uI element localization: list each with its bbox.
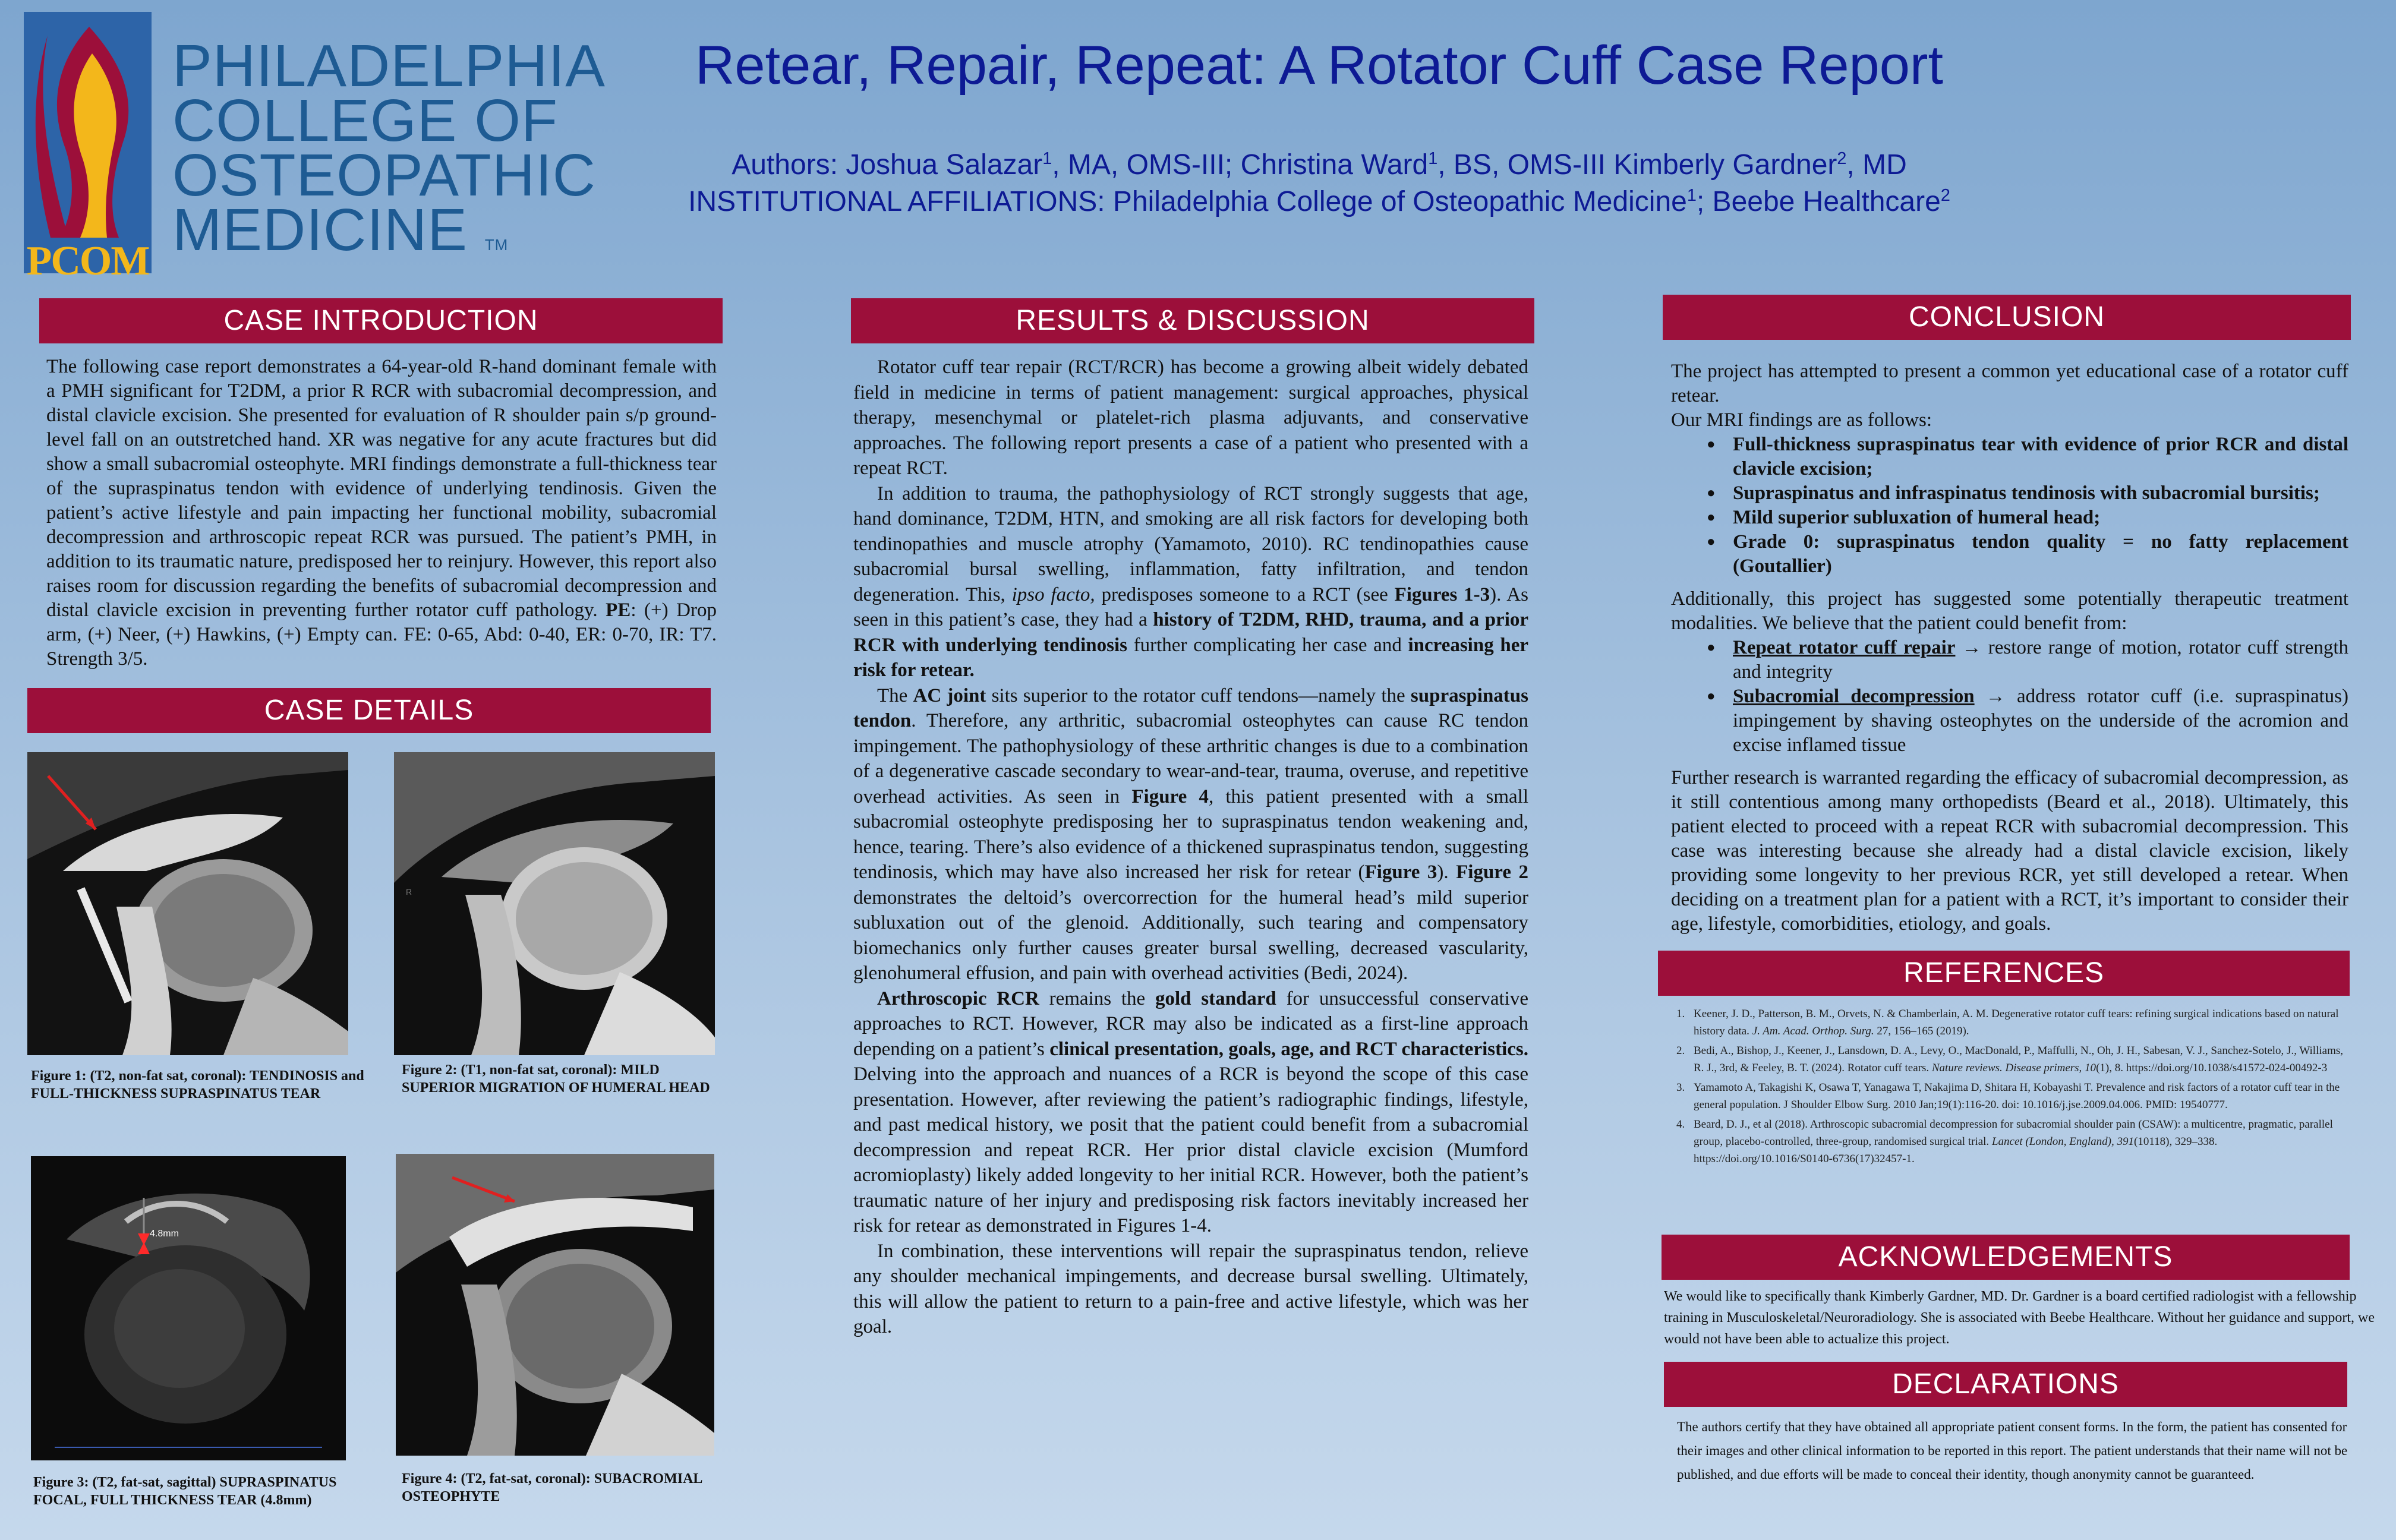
measurement-label: 4.8mm — [150, 1229, 179, 1239]
conclusion-paragraph: Additionally, this project has suggested some potentially therapeutic treatment modalities. We believe that the patient could benefit from: — [1671, 588, 2348, 634]
acknowledgements-banner: ACKNOWLEDGEMENTS — [1662, 1235, 2350, 1280]
declarations-banner: DECLARATIONS — [1664, 1362, 2347, 1407]
acknowledgements-text: We would like to specifically thank Kimberly Gardner, MD. Dr. Gardner is a board certified radiologist with a fellowship training in Musculoskeletal/Neuroradiology. She is associated with Beebe Healthcare. Without her guidance and support, we would not have been able to actualize this project. — [1664, 1289, 2375, 1347]
references-list — [1664, 1005, 2347, 1170]
conclusion-paragraph: Further research is warranted regarding the efficacy of subacromial decompression, as it still contentious among many orthopedists (Beard et al., 2018). Ultimately, this patient elected to proceed with a repeat RCR with subacromial decompression. This case was interesting because she already had a distal clavicle excision, likely providing some longevity to her previous RCR, yet still developed a retear. When deciding on a treatment plan for a patient with a RCT, it’s important to consider their age, lifestyle, comorbidities, etiology, and goals. — [1671, 767, 2348, 935]
results-discussion-banner: RESULTS & DISCUSSION — [851, 298, 1534, 343]
figure-4-mri — [396, 1154, 714, 1456]
list-item: ● Repeat rotator cuff repair → restore range of motion, rotator cuff strength and integrity — [1707, 636, 2348, 684]
logo-wordmark — [172, 33, 606, 272]
logo-pcom-text: PCOM — [26, 238, 149, 284]
case-introduction-text: The following case report demonstrates a 64-year-old R-hand dominant female with a PMH significant for T2DM, a prior R RCR with subacromial decompression, and distal clavicle excision. She presented for evaluation of R shoulder pain s/p ground-level fall on an outstretched hand. XR was negative for any acute fractures but did show a small subacromial osteophyte. MRI findings demonstrate a full-thickness tear of the supraspinatus tendon with evidence of underlying tendinosis. Given the patient’s active lifestyle and pain impacting her functional mobility, subacromial decompression and arthroscopic repeat RCR was pursued. The patient’s PMH, in addition to its traumatic nature, predisposed her to reinjury. However, this report also raises room for discussion regarding the benefits of subacromial decompression and distal clavicle excision in preventing further rotator cuff pathology. PE: (+) Drop arm, (+) Neer, (+) Hawkins, (+) Empty can. FE: 0-65, Abd: 0-40, ER: 0-70, IR: T7. Strength 3/5. — [46, 356, 717, 670]
list-item: ● Supraspinatus and infraspinatus tendinosis with subacromial bursitis; — [1707, 481, 2348, 506]
reference-item: 4. Beard, D. J., et al (2018). Arthroscopic subacromial decompression for subacromial shoulder pain (CSAW): a multicentre, pragmatic, parallel group, placebo-controlled, three-group, randomised surgical trial. Lancet (London, England), 391(10118), 329–338. https://doi.org/10.1016/S0140-6736(17)32457-1. — [1688, 1116, 2347, 1167]
results-paragraph: Arthroscopic RCR remains the gold standard for unsuccessful conservative approaches to RCT. However, RCR may also be indicated as a first-line approach depending on a patient’s clinical presentation, goals, age, and RCT characteristics. Delving into the approach and nuances of a RCR is beyond the scope of this case presentation. However, after reviewing the patient’s radiographic findings, lifestyle, and past medical history, we posit that the patient could benefit from a subacromial decompression and repeat RCR. Her prior distal clavicle excision (Mumford acromioplasty) likely added longevity to her initial RCR. However, both the patient’s traumatic nature of her injury and predisposing risk factors inevitably increased her risk for retear as demonstrated in Figures 1-4. — [853, 987, 1529, 1236]
flame-logo-icon — [24, 12, 152, 273]
results-paragraph: Rotator cuff tear repair (RCT/RCR) has become a growing albeit widely debated field in medicine in terms of patient management: surgical approaches, physical therapy, mesenchymal or platelet-rich plasma adjuvants, and conservative approaches. The following report presents a case of a patient who presented with a repeat RCT. — [853, 356, 1528, 479]
treatment-list — [1707, 636, 2348, 758]
results-paragraph: In addition to trauma, the pathophysiology of RCT strongly suggests that age, hand dominance, T2DM, HTN, and smoking are all risk factors for developing both tendinopathies and muscle atrophy (Yamamoto, 2010). RC tendinopathies cause subacromial bursal swelling, inflammation, fatty infiltration, and tendon degeneration. This, ipso facto, predisposes someone to a RCT (see Figures 1-3). As seen in this patient’s case, they had a history of T2DM, RHD, trauma, and a prior RCR with underlying tendinosis further complicating her case and increasing her risk for retear. — [853, 482, 1529, 681]
affiliations-line: INSTITUTIONAL AFFILIATIONS: Philadelphia College of Osteopathic Medicine$^1$; Beebe Healthcare$^2$ — [688, 186, 1950, 217]
figure-1-caption: Figure 1: (T2, non-fat sat, coronal): TENDINOSIS and FULL-THICKNESS SUPRASPINATUS TEAR — [31, 1068, 364, 1102]
declarations-text: The authors certify that they have obtained all appropriate patient consent forms. In the form, the patient has consented for their images and other clinical information to be reported in this report. The patient understands that their name will not be published, and due efforts will be made to conceal their identity, though anonymity cannot be guaranteed. — [1677, 1419, 2348, 1482]
pcom-logo — [24, 12, 606, 284]
figure-side-label: R — [406, 887, 412, 897]
list-item: ● Mild superior subluxation of humeral head; — [1707, 506, 2348, 530]
poster-title: Retear, Repair, Repeat: A Rotator Cuff Case Report — [695, 35, 1944, 96]
conclusion-banner: CONCLUSION — [1663, 295, 2351, 340]
reference-item: 2. Bedi, A., Bishop, J., Keener, J., Lansdown, D. A., Levy, O., MacDonald, P., Maffulli, N., Oh, J. H., Sabesan, V. J., Sanchez-Sotelo, J., Williams, R. J., 3rd, & Feeley, B. T. (2024). Rotator cuff tears. Nature reviews. Disease primers, 10(1), 8. https://doi.org/10.1038/s41572-024-00492-3 — [1688, 1042, 2347, 1077]
results-paragraph: The AC joint sits superior to the rotator cuff tendons—namely the supraspinatus tendon. Therefore, any arthritic, subacromial osteophytes can cause RC tendon impingement. The pathophysiology of these arthritic changes is due to a combination of a degenerative cascade secondary to wear-and-tear, trauma, overuse, and repetitive overhead activities. As seen in Figure 4, this patient presented with a small subacromial osteophyte predisposing her to supraspinatus tendon weakening and, hence, tearing. There’s also evidence of a thickened supraspinatus tendon, suggesting tendinosis, which may have also increased her risk for retear (Figure 3). Figure 2 demonstrates the deltoid’s overcorrection for the humeral head’s mild superior subluxation out of the glenoid. Additionally, such tearing and compensatory biomechanics only further causes greater bursal swelling, decreased vascularity, glenohumeral effusion, and pain with overhead activities (Bedi, 2024). — [853, 684, 1528, 984]
reference-item: 3. Yamamoto A, Takagishi K, Osawa T, Yanagawa T, Nakajima D, Shitara H, Kobayashi T. Prevalence and risk factors of a rotator cuff tear in the general population. J Shoulder Elbow Surg. 2010 Jan;19(1):116-20. doi: 10.1016/j.jse.2009.04.006. PMID: 19540777. — [1688, 1079, 2347, 1113]
figure-4-caption: Figure 4: (T2, fat-sat, coronal): SUBACROMIAL OSTEOPHYTE — [402, 1471, 702, 1504]
figure-2-mri — [394, 752, 715, 1055]
mri-findings-list — [1707, 433, 2348, 579]
logo-line: MEDICINE TM — [172, 197, 509, 263]
logo-line: OSTEOPATHIC — [172, 142, 596, 209]
references-banner: REFERENCES — [1658, 951, 2350, 996]
logo-line: PHILADELPHIA — [172, 33, 606, 99]
case-introduction-banner: CASE INTRODUCTION — [39, 298, 723, 343]
conclusion-paragraph: Our MRI findings are as follows: — [1671, 409, 1932, 431]
reference-item: 1. Keener, J. D., Patterson, B. M., Orvets, N. & Chamberlain, A. M. Degenerative rotator cuff tears: refining surgical indications based on natural history data. J. Am. Acad. Orthop. Surg. 27, 156–165 (2019). — [1688, 1005, 2347, 1040]
figure-1-mri — [27, 752, 348, 1055]
logo-line: COLLEGE OF — [172, 87, 559, 154]
authors-line: Authors: Joshua Salazar$^1$, MA, OMS-III; Christina Ward$^1$, BS, OMS-III Kimberly Gardner$^2$, MD — [732, 149, 1907, 181]
conclusion-paragraph: The project has attempted to present a common yet educational case of a rotator cuff retear. — [1671, 361, 2348, 406]
results-discussion-text — [853, 355, 1528, 1340]
figure-3-caption: Figure 3: (T2, fat-sat, sagittal) SUPRASPINATUS FOCAL, FULL THICKNESS TEAR (4.8mm) — [33, 1475, 337, 1508]
figure-2-caption: Figure 2: (T1, non-fat sat, coronal): MILD SUPERIOR MIGRATION OF HUMERAL HEAD — [402, 1062, 710, 1096]
list-item: ● Subacromial decompression → address rotator cuff (i.e. supraspinatus) impingement by shaving osteophytes on the underside of the acromion and excise inflamed tissue — [1707, 684, 2348, 758]
list-item: ● Grade 0: supraspinatus tendon quality = no fatty replacement (Goutallier) — [1707, 530, 2348, 579]
figure-3-mri — [31, 1156, 346, 1460]
list-item: ● Full-thickness supraspinatus tear with evidence of prior RCR and distal clavicle excision; — [1707, 433, 2348, 481]
trademark: TM — [484, 236, 509, 254]
results-paragraph: In combination, these interventions will repair the supraspinatus tendon, relieve any shoulder mechanical impingements, and decrease bursal swelling. Ultimately, this will allow the patient to return to a pain-free and active lifestyle, which was her goal. — [853, 1240, 1528, 1337]
case-details-banner: CASE DETAILS — [27, 688, 711, 733]
conclusion-text — [1671, 359, 2348, 936]
